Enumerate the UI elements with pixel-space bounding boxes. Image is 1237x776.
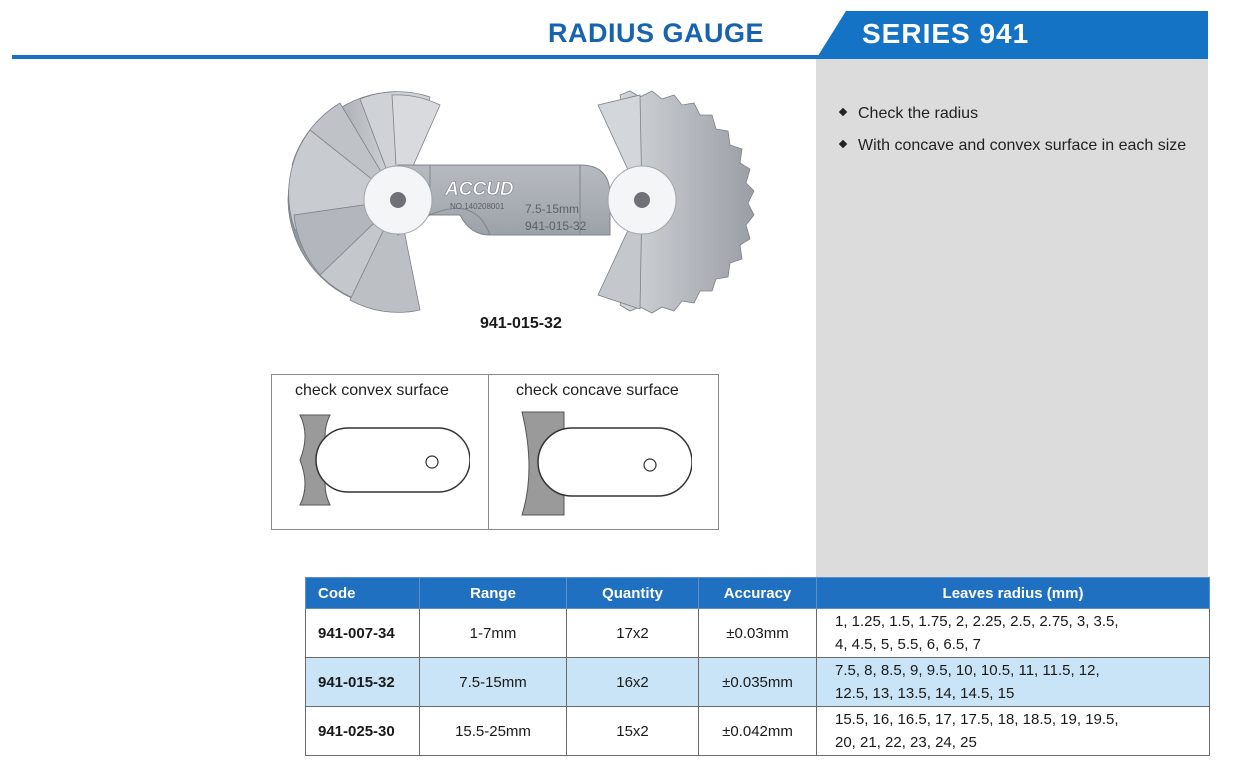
cell-range: 7.5-15mm: [420, 658, 567, 707]
cell-quantity: 15x2: [567, 707, 699, 756]
table-row: [306, 707, 1210, 756]
diamond-bullet-icon: [839, 140, 847, 148]
cell-leaves: 15.5, 16, 16.5, 17, 17.5, 18, 18.5, 19, 19.5, 20, 21, 22, 23, 24, 25: [817, 707, 1210, 756]
cell-accuracy: ±0.03mm: [699, 609, 817, 658]
column-header: Accuracy: [699, 578, 817, 609]
feature-list: [840, 103, 1186, 167]
cell-accuracy: ±0.035mm: [699, 658, 817, 707]
cell-leaves: 1, 1.25, 1.5, 1.75, 2, 2.25, 2.5, 2.75, 3, 3.5, 4, 4.5, 5, 5.5, 6, 6.5, 7: [817, 609, 1210, 658]
cell-code: 941-025-30: [306, 707, 420, 756]
cell-code: 941-007-34: [306, 609, 420, 658]
table-row: [306, 658, 1210, 707]
column-header: Leaves radius (mm): [817, 578, 1210, 609]
convex-label: check convex surface: [295, 382, 449, 399]
brand-mark: ACCUD: [445, 179, 514, 200]
usage-divider: [488, 374, 489, 530]
page-title: RADIUS GAUGE: [548, 18, 765, 48]
svg-text:NO.140208001: NO.140208001: [450, 202, 505, 211]
series-label: SERIES 941: [862, 18, 1030, 49]
concave-label: check concave surface: [516, 382, 679, 399]
product-code: 941-015-32: [480, 315, 562, 332]
column-header: Range: [420, 578, 567, 609]
diamond-bullet-icon: [839, 108, 847, 116]
cell-leaves: 7.5, 8, 8.5, 9, 9.5, 10, 10.5, 11, 11.5, 12, 12.5, 13, 13.5, 14, 14.5, 15: [817, 658, 1210, 707]
table-row: [306, 609, 1210, 658]
cell-quantity: 16x2: [567, 658, 699, 707]
cell-range: 1-7mm: [420, 609, 567, 658]
cell-accuracy: ±0.042mm: [699, 707, 817, 756]
cell-quantity: 17x2: [567, 609, 699, 658]
column-header: Quantity: [567, 578, 699, 609]
feature-item: With concave and convex surface in each size: [840, 135, 1186, 167]
convex-check-diagram: [290, 410, 470, 515]
svg-text:941-015-32: 941-015-32: [525, 219, 587, 233]
svg-text:7.5-15mm: 7.5-15mm: [525, 202, 580, 216]
table-header-row: [306, 578, 1210, 609]
feature-item: Check the radius: [840, 103, 1186, 135]
spec-table: [305, 577, 1210, 756]
concave-check-diagram: [512, 410, 692, 520]
cell-code: 941-015-32: [306, 658, 420, 707]
radius-gauge-photo: [280, 85, 760, 315]
column-header: Code: [306, 578, 420, 609]
cell-range: 15.5-25mm: [420, 707, 567, 756]
